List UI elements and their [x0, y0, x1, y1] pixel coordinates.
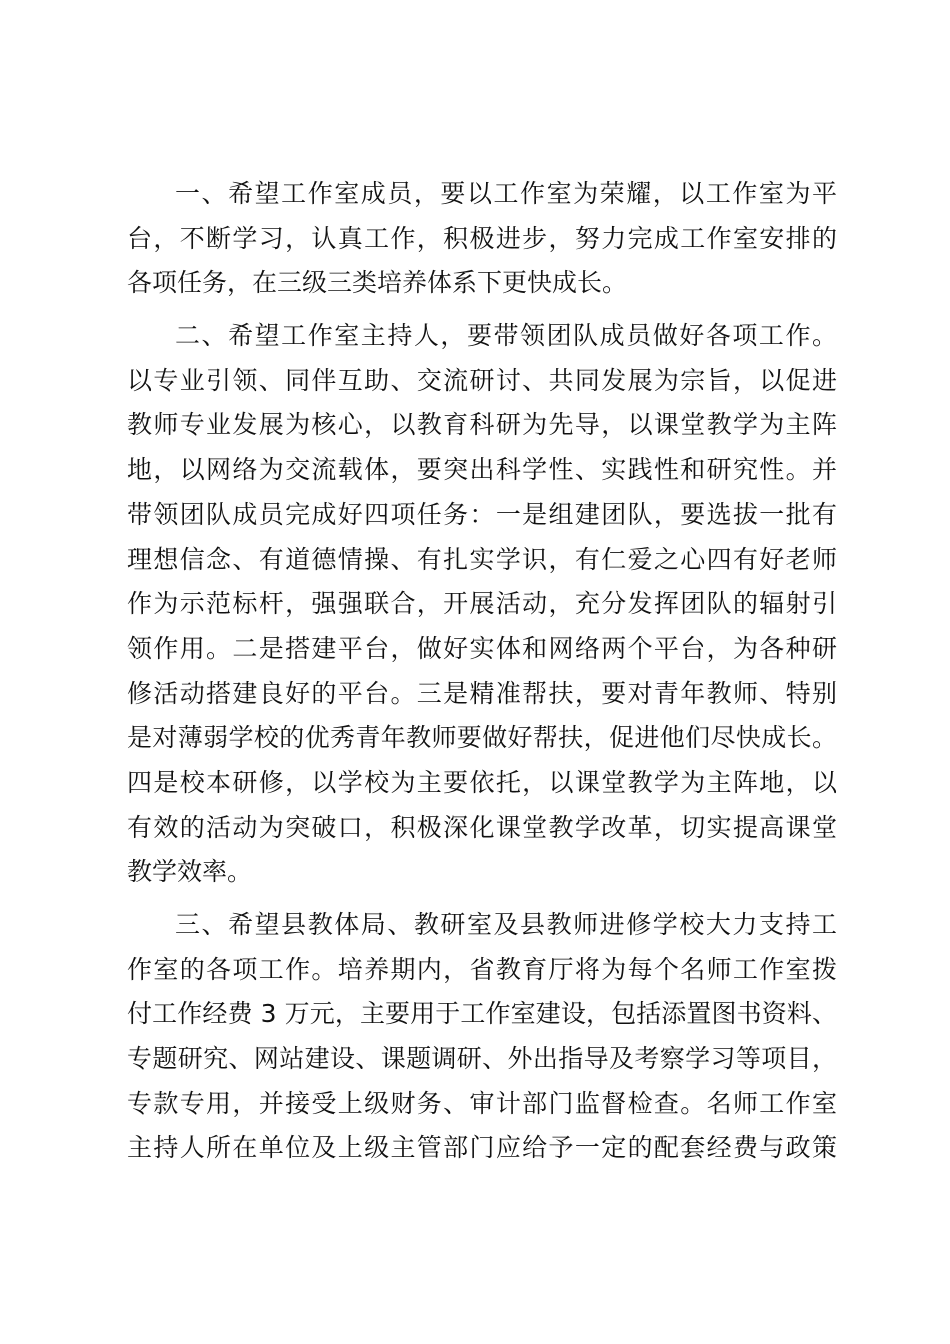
text-line: 领作用。二是搭建平台，做好实体和网络两个平台，为各种研: [127, 633, 837, 663]
text-line: 地，以网络为交流载体，要突出科学性、实践性和研究性。并: [127, 455, 837, 485]
text-line: 专款专用，并接受上级财务、审计部门监督检查。名师工作室: [127, 1088, 837, 1118]
text-line: 理想信念、有道德情操、有扎实学识，有仁爱之心四有好老师: [127, 544, 837, 574]
text-line: 台，不断学习，认真工作，积极进步，努力完成工作室安排的: [127, 223, 837, 253]
text-line: 有效的活动为突破口，积极深化课堂教学改革，切实提高课堂: [127, 812, 837, 842]
paragraph-1: [127, 172, 837, 306]
text-line: 专题研究、网站建设、课题调研、外出指导及考察学习等项目，: [127, 1044, 837, 1074]
document-body: [127, 172, 837, 1179]
text-line: 各项任务，在三级三类培养体系下更快成长。: [127, 268, 628, 298]
paragraph-2: [127, 314, 837, 895]
text-line: 作室的各项工作。培养期内，省教育厅将为每个名师工作室拨: [127, 954, 837, 984]
text-line: 四是校本研修，以学校为主要依托，以课堂教学为主阵地，以: [127, 767, 837, 797]
text-line: 带领团队成员完成好四项任务：一是组建团队，要选拔一批有: [127, 499, 837, 529]
text-line: 以专业引领、同伴互助、交流研讨、共同发展为宗旨，以促进: [127, 365, 837, 395]
text-line: 二、希望工作室主持人，要带领团队成员做好各项工作。: [175, 321, 837, 351]
text-line: 修活动搭建良好的平台。三是精准帮扶，要对青年教师、特别: [127, 678, 837, 708]
text-line: 一、希望工作室成员，要以工作室为荣耀，以工作室为平: [175, 179, 837, 208]
text-line: 三、希望县教体局、教研室及县教师进修学校大力支持工: [175, 910, 837, 939]
text-line: 是对薄弱学校的优秀青年教师要做好帮扶，促进他们尽快成长。: [127, 723, 837, 753]
paragraph-3: [127, 903, 837, 1171]
text-line: 主持人所在单位及上级主管部门应给予一定的配套经费与政策: [127, 1133, 837, 1163]
text-line: 教师专业发展为核心，以教育科研为先导，以课堂教学为主阵: [127, 410, 837, 440]
text-line: 付工作经费 3 万元，主要用于工作室建设，包括添置图书资料、: [127, 999, 837, 1029]
text-line: 作为示范标杆，强强联合，开展活动，充分发挥团队的辐射引: [127, 589, 837, 619]
text-line: 教学效率。: [127, 857, 253, 887]
